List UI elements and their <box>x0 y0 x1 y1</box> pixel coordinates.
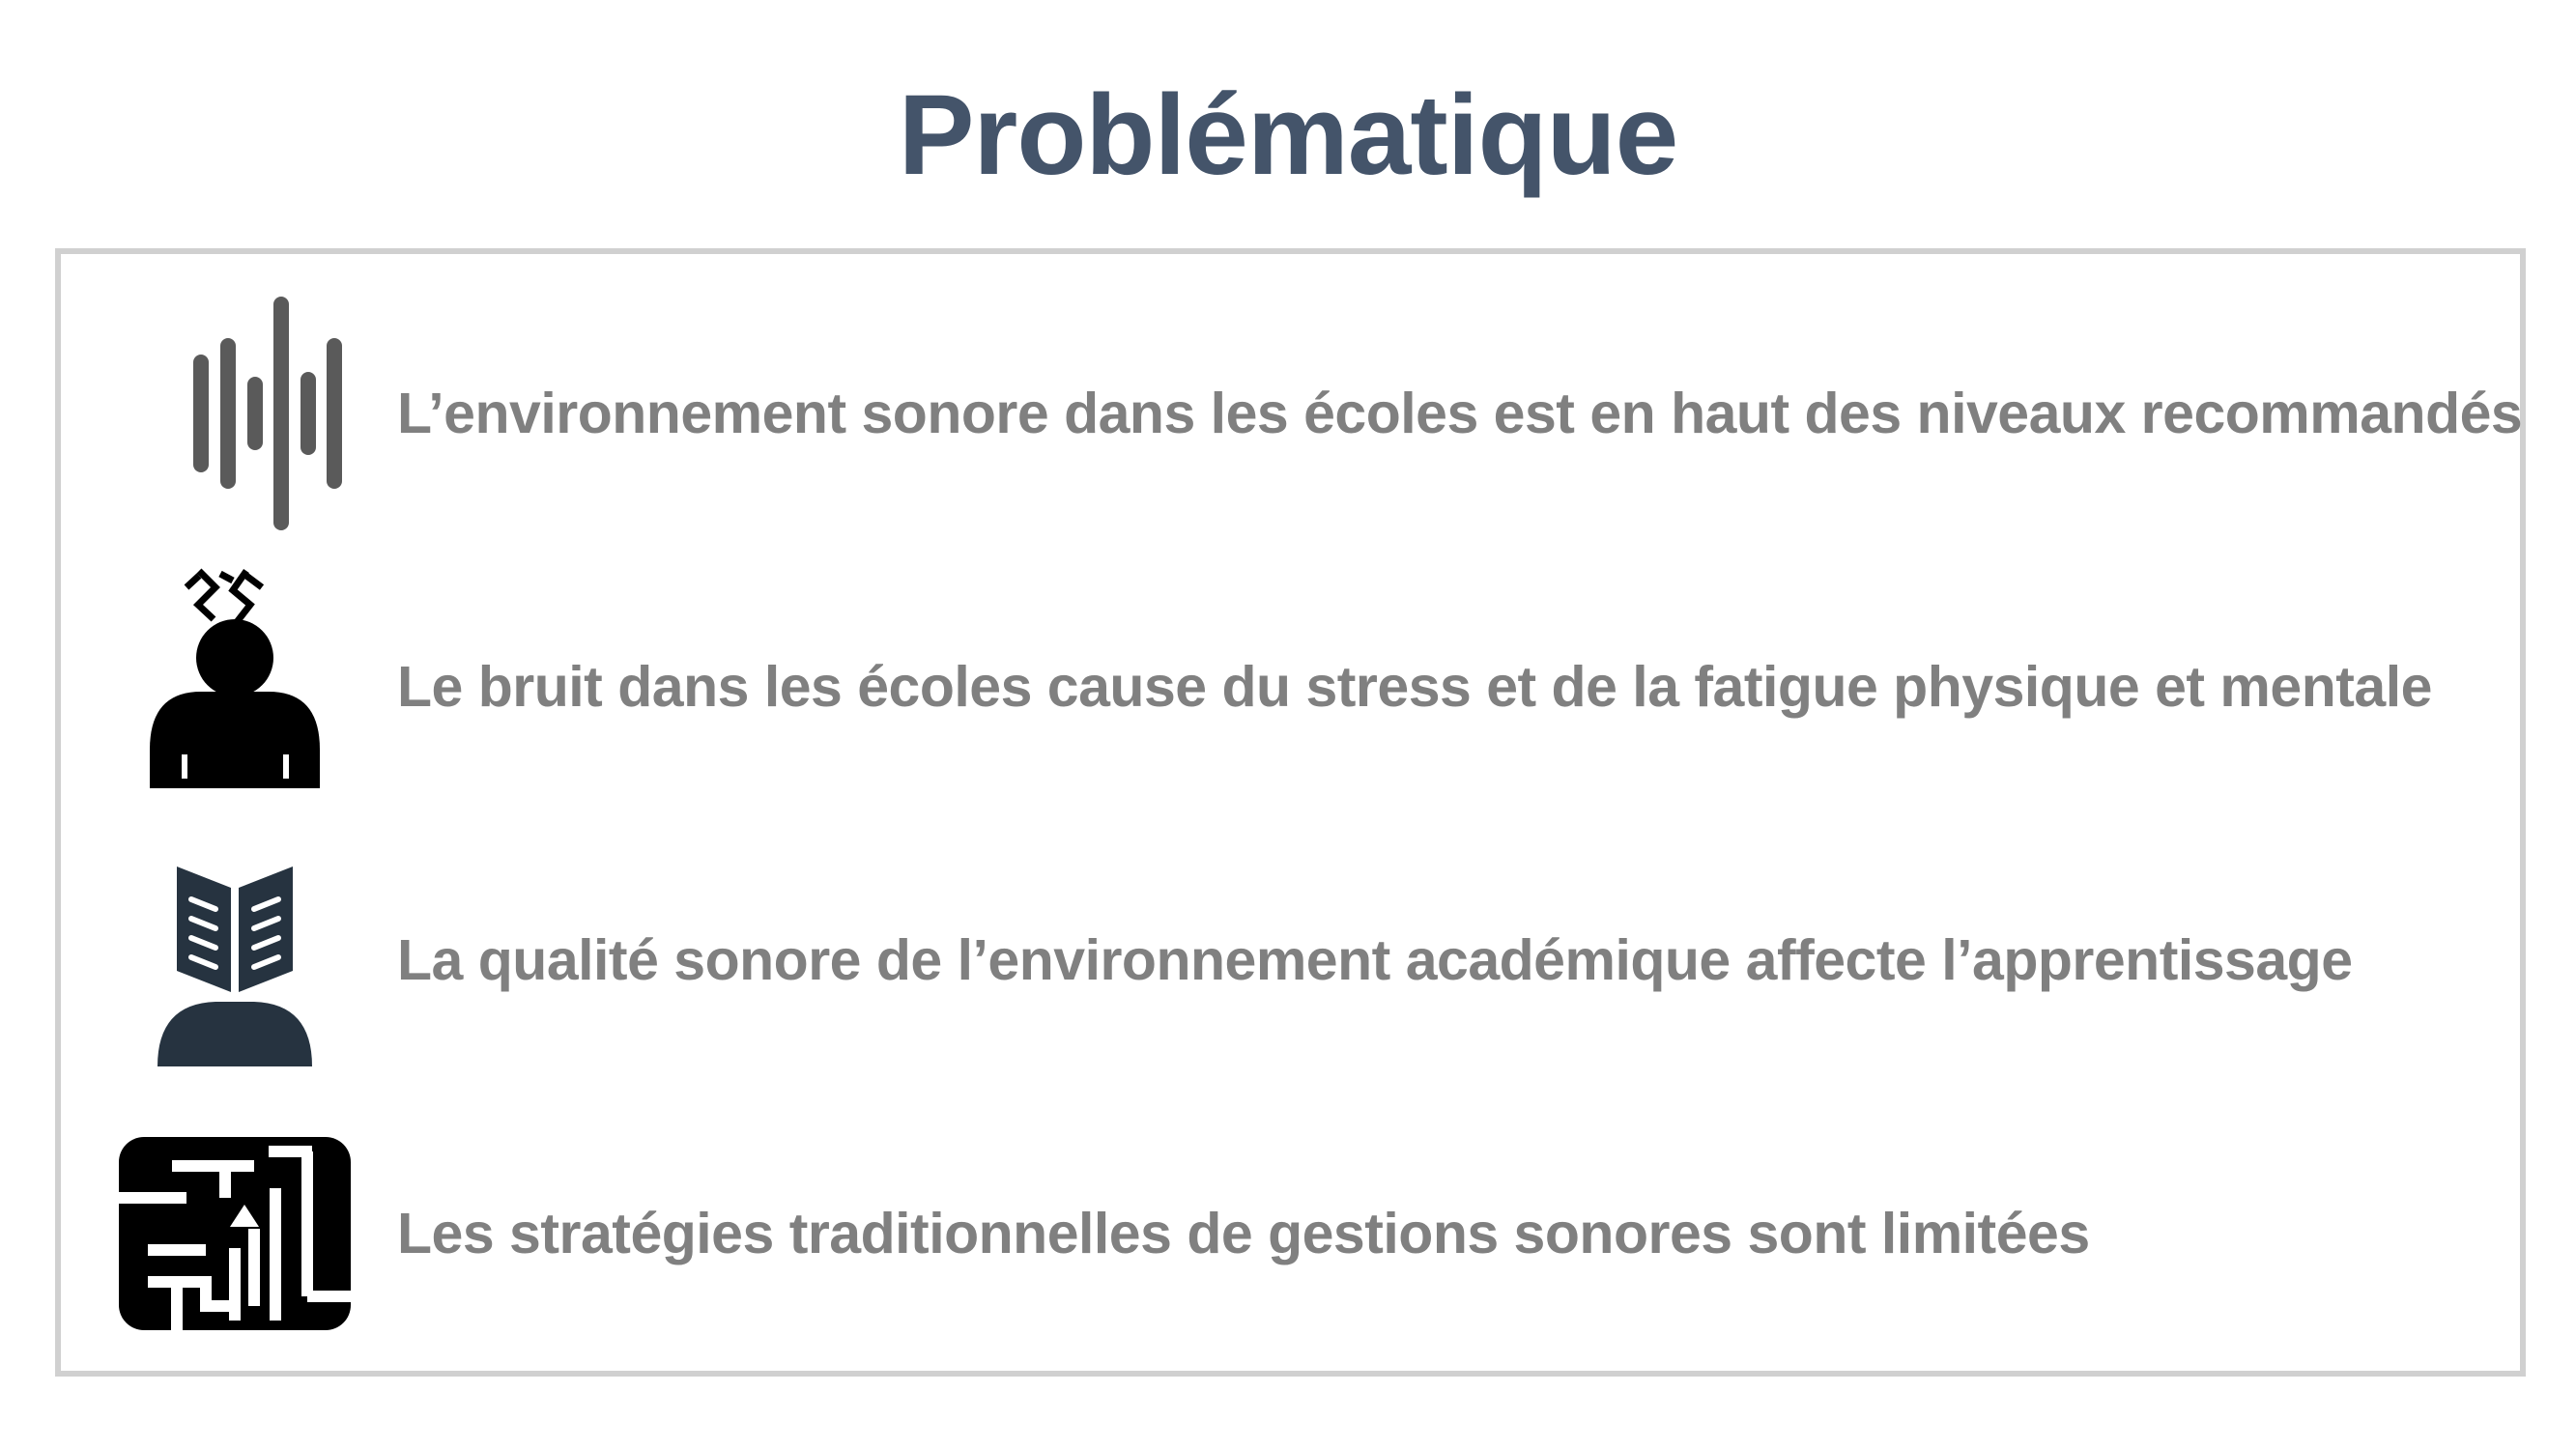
list-item-learning <box>61 839 2520 1081</box>
sound-wave-icon <box>109 293 351 534</box>
item-text: Le bruit dans les écoles cause du stress et de la fatigue physique et mentale <box>397 655 2432 719</box>
maze-arrows-icon <box>109 1113 351 1354</box>
list-item-sound-level <box>61 293 2523 534</box>
person-reading-book-icon <box>109 839 351 1081</box>
item-text: L’environnement sonore dans les écoles est en haut des niveaux recommandés <box>397 382 2523 445</box>
item-text: La qualité sonore de l’environnement académique affecte l’apprentissage <box>397 928 2353 992</box>
list-item-stress <box>61 566 2520 808</box>
content-frame <box>55 248 2526 1377</box>
item-text: Les stratégies traditionnelles de gestions sonores sont limitées <box>397 1202 2090 1265</box>
slide-title: Problématique <box>898 71 1678 199</box>
stressed-person-icon <box>109 566 351 808</box>
list-item-strategies <box>61 1113 2520 1354</box>
